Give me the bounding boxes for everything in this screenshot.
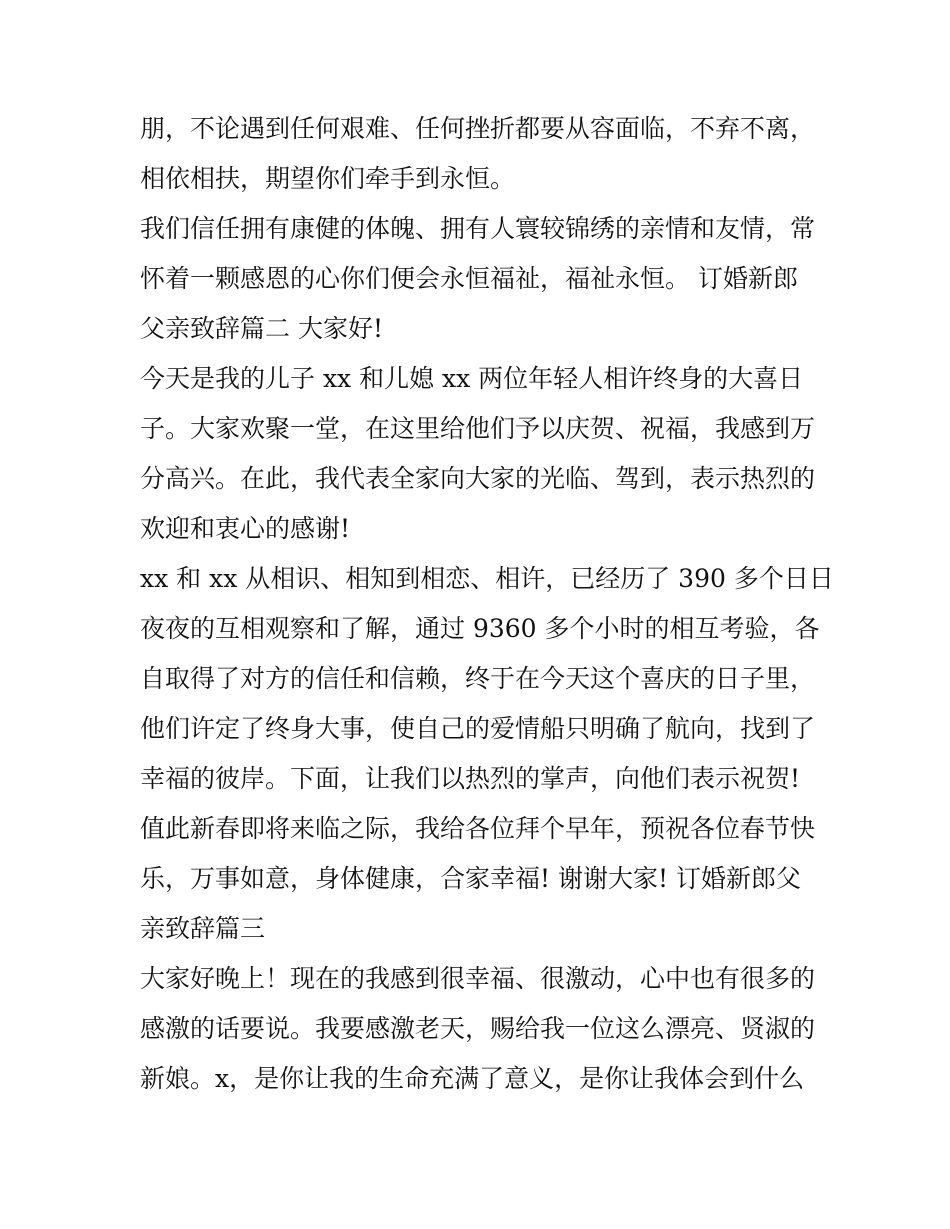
text-line: 相依相扶，期望你们牵手到永恒。: [140, 164, 516, 193]
text-line: 朋，不论遇到任何艰难、任何挫折都要从容面临，不弃不离，: [140, 114, 816, 143]
text-line: 大家好晚上！现在的我感到很幸福、很激动，心中也有很多的: [140, 964, 816, 993]
text-line: 夜夜的互相观察和了解，通过 9360 多个小时的相互考验，各: [140, 614, 820, 643]
body-text: [140, 104, 834, 1104]
text-line: 我们信任拥有康健的体魄、拥有人寰较锦绣的亲情和友情，常: [140, 214, 816, 243]
text-line: 亲致辞篇三: [140, 914, 266, 943]
text-line: 子。大家欢聚一堂，在这里给他们予以庆贺、祝福，我感到万: [140, 414, 816, 443]
text-line: 新娘。x，是你让我的生命充满了意义，是你让我体会到什么: [140, 1064, 805, 1093]
text-line: 今天是我的儿子 xx 和儿媳 xx 两位年轻人相许终身的大喜日: [140, 364, 804, 393]
text-line: 他们许定了终身大事，使自己的爱情船只明确了航向，找到了: [140, 714, 816, 743]
text-line: 乐，万事如意，身体健康，合家幸福! 谢谢大家! 订婚新郎父: [140, 864, 801, 893]
text-line: 分高兴。在此，我代表全家向大家的光临、驾到，表示热烈的: [140, 464, 816, 493]
text-line: 父亲致辞篇二 大家好!: [140, 314, 383, 343]
text-line: 欢迎和衷心的感谢!: [140, 514, 351, 543]
text-line: xx 和 xx 从相识、相知到相恋、相许，已经历了 390 多个日日: [140, 564, 834, 593]
text-line: 自取得了对方的信任和信赖，终于在今天这个喜庆的日子里，: [140, 664, 816, 693]
text-line: 怀着一颗感恩的心你们便会永恒福祉，福祉永恒。 订婚新郎: [140, 264, 798, 293]
text-line: 感激的话要说。我要感激老天，赐给我一位这么漂亮、贤淑的: [140, 1014, 816, 1043]
text-line: 幸福的彼岸。下面，让我们以热烈的掌声，向他们表示祝贺!: [140, 764, 801, 793]
text-line: 值此新春即将来临之际，我给各位拜个早年，预祝各位春节快: [140, 814, 816, 843]
